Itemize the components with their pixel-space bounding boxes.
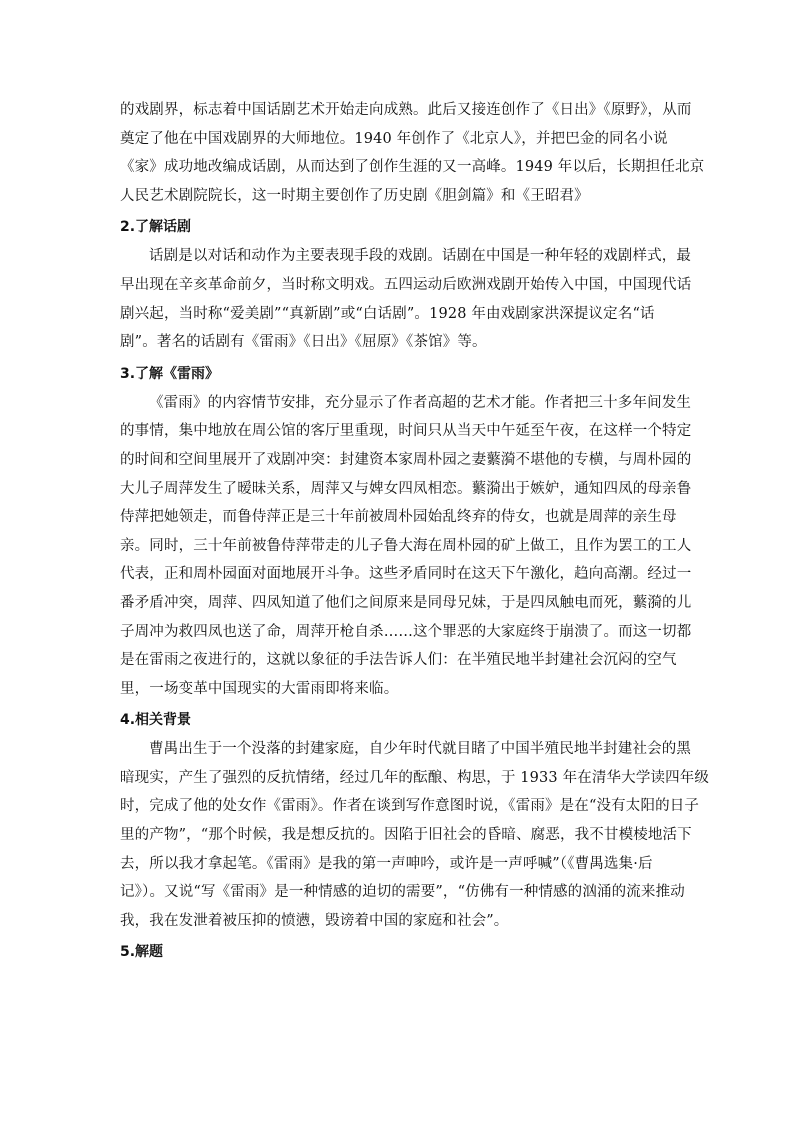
text-line: 大儿子周萍发生了暧昧关系，周萍又与婢女四凤相恋。蘩漪出于嫉妒，通知四凤的母亲鲁 [120, 480, 692, 497]
text-line: 我，我在发泄着被压抑的愤懑，毁谤着中国的家庭和社会”。 [120, 912, 509, 929]
text-line: 的事情，集中地放在周公馆的客厅里重现，时间只从当天中午延至午夜，在这样一个特定 [120, 423, 692, 440]
text-line: 代表，正和周朴园面对面地展开斗争。这些矛盾同时在这天下午激化，趋向高潮。经过一 [120, 566, 692, 583]
text-line: 剧兴起，当时称“爱美剧”“真新剧”或“白话剧”。1928 年由戏剧家洪深提议定名“话 [120, 305, 655, 322]
text-line: 暗现实，产生了强烈的反抗情绪，经过几年的酝酿、构思，于 1933 年在清华大学读四年级 [120, 769, 710, 786]
text-line: 里的产物”，“那个时候，我是想反抗的。因陷于旧社会的昏暗、腐恶，我不甘模棱地活下 [120, 827, 692, 844]
thunderstorm-paragraph [120, 389, 692, 704]
section-heading-drama: 2.了解话剧 [120, 219, 192, 236]
text-line: 人民艺术剧院院长，这一时期主要创作了历史剧《胆剑篇》和《王昭君》 [120, 187, 589, 204]
text-line: 的戏剧界，标志着中国话剧艺术开始走向成熟。此后又接连创作了《日出》《原野》，从而 [120, 102, 692, 118]
text-line: 《雷雨》的内容情节安排，充分显示了作者高超的艺术才能。作者把三十多年间发生 [149, 394, 692, 411]
section-heading-title-explanation: 5.解题 [120, 944, 164, 961]
text-line: 早出现在辛亥革命前夕，当时称文明戏。五四运动后欧洲戏剧开始传入中国，中国现代话 [120, 276, 692, 293]
text-line: 奠定了他在中国戏剧界的大师地位。1940 年创作了《北京人》，并把巴金的同名小说 [120, 130, 668, 147]
background-paragraph [120, 735, 710, 935]
text-line: 话剧是以对话和动作为主要表现手段的戏剧。话剧在中国是一种年轻的戏剧样式，最 [149, 248, 692, 265]
text-line: 里，一场变革中国现实的大雷雨即将来临。 [120, 680, 399, 697]
text-line: 亲。同时，三十年前被鲁侍萍带走的儿子鲁大海在周朴园的矿上做工，且作为罢工的工人 [120, 537, 692, 554]
drama-paragraph [120, 242, 692, 356]
intro-paragraph [120, 96, 705, 210]
text-line: 是在雷雨之夜进行的，这就以象征的手法告诉人们：在半殖民地半封建社会沉闷的空气 [120, 652, 677, 669]
text-line: 剧”。著名的话剧有《雷雨》《日出》《屈原》《茶馆》等。 [120, 334, 487, 351]
section-heading-thunderstorm: 3.了解《雷雨》 [120, 365, 220, 382]
text-line: 番矛盾冲突，周萍、四凤知道了他们之间原来是同母兄妹，于是四凤触电而死，蘩漪的儿 [120, 594, 692, 611]
text-line: 《家》成功地改编成话剧，从而达到了创作生涯的又一高峰。1949 年以后，长期担任北京 [120, 159, 705, 176]
text-line: 的时间和空间里展开了戏剧冲突：封建资本家周朴园之妻蘩漪不堪他的专横，与周朴园的 [120, 451, 692, 468]
text-line: 曹禺出生于一个没落的封建家庭，自少年时代就目睹了中国半殖民地半封建社会的黑 [149, 741, 692, 758]
text-line: 去，所以我才拿起笔。《雷雨》是我的第一声呻吟，或许是一声呼喊”（《曹禺选集·后 [120, 855, 653, 872]
text-line: 子周冲为救四凤也送了命，周萍开枪自杀……这个罪恶的大家庭终于崩溃了。而这一切都 [120, 623, 692, 640]
text-line: 侍萍把她领走，而鲁侍萍正是三十年前被周朴园始乱终弃的侍女，也就是周萍的亲生母 [120, 509, 677, 526]
section-heading-background: 4.相关背景 [120, 712, 192, 729]
text-line: 时，完成了他的处女作《雷雨》。作者在谈到写作意图时说，《雷雨》是在“没有太阳的日子 [120, 798, 700, 815]
document-page [120, 96, 710, 967]
text-line: 记》）。又说“写《雷雨》是一种情感的迫切的需要”，“仿佛有一种情感的汹涌的流来推动 [120, 884, 685, 901]
